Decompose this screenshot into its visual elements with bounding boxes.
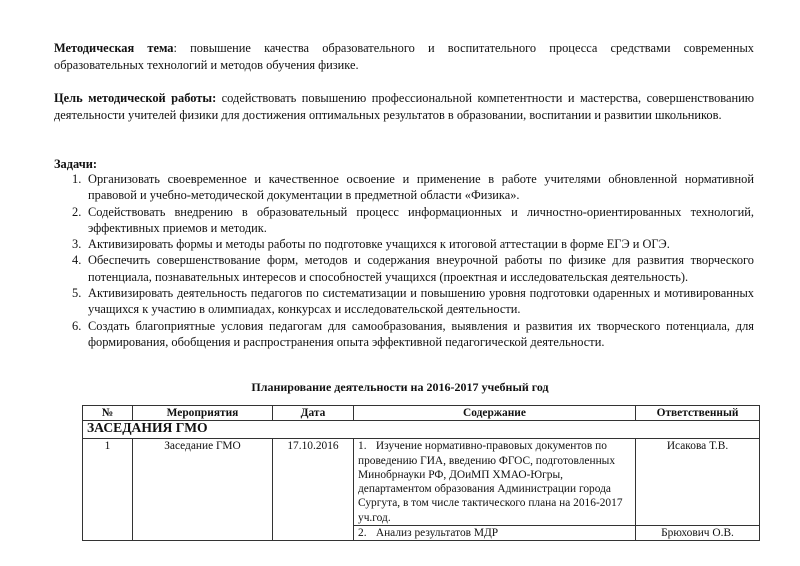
table-row: [83, 439, 760, 526]
task-text: Создать благоприятные условия педагогам для самообразования, выявления и развития их творческого потенциала, для формирования, обобщения и распространения опыта эффективной педагогической деятельности.: [88, 318, 754, 349]
task-number: 5.: [72, 286, 82, 301]
responsible-person: Исакова Т.В.: [636, 439, 760, 526]
methodical-theme-label: Методическая тема: [54, 41, 174, 55]
row-no: 1: [83, 439, 133, 541]
task-number: 3.: [72, 237, 82, 252]
task-item: [54, 318, 754, 351]
tasks-heading: Задачи:: [54, 157, 97, 171]
methodical-theme: [54, 40, 754, 73]
row-date: 17.10.2016: [273, 439, 354, 541]
methodical-theme-text: : повышение качества образовательного и воспитательного процесса средствами современных образовательных технологий и методов обучения физике.: [54, 41, 754, 72]
header-date: Дата: [273, 406, 354, 421]
task-item: [54, 285, 754, 318]
header-content: Содержание: [354, 406, 636, 421]
task-item: [54, 252, 754, 285]
task-text: Содействовать внедрению в образовательный процесс информационных и личностно-ориентированных технологий, эффективных приемов и методик.: [88, 204, 754, 235]
task-number: 2.: [72, 204, 82, 219]
content-item: [354, 439, 636, 526]
task-text: Обеспечить совершенствование форм, методов и содержания внеурочной работы по физике для развития творческого потенциала, познавательных интересов и способностей учащихся (проектная и исследовательская деятельность).: [88, 253, 754, 284]
header-event: Мероприятия: [133, 406, 273, 421]
content-item-number: 1.: [358, 440, 367, 453]
responsible-person: Брюхович О.В.: [636, 526, 760, 541]
task-text: Активизировать деятельность педагогов по систематизации и повышению уровня подготовки одаренных и мотивированных учащихся к участию в олимпиадах, конкурсах и исследовательской деятельности.: [88, 286, 754, 317]
task-number: 6.: [72, 318, 82, 333]
table-header-row: [83, 406, 760, 421]
task-text: Организовать своевременное и качественное освоение и применение в работе учителями обновленной нормативной правовой и учебно-методической документации в предметной области «Физика».: [88, 172, 754, 203]
tasks-list: [54, 171, 754, 350]
plan-title: Планирование деятельности на 2016-2017 учебный год: [251, 380, 549, 394]
task-item: [54, 171, 754, 204]
section-title: ЗАСЕДАНИЯ ГМО: [83, 421, 760, 439]
plan-table: [82, 405, 760, 541]
task-text: Активизировать формы и методы работы по подготовке учащихся к итоговой аттестации в форме ЕГЭ и ОГЭ.: [88, 237, 670, 252]
task-item: [54, 236, 754, 252]
content-item-number: 2.: [358, 527, 367, 540]
header-no: №: [83, 406, 133, 421]
content-item: [354, 526, 636, 541]
task-number: 4.: [72, 253, 82, 268]
section-row: [83, 421, 760, 439]
methodical-goal-text: содействовать повышению профессиональной компетентности и мастерства, совершенствованию деятельности учителей физики для достижения оптимальных результатов в образовании, воспитании и развитии школьников.: [54, 91, 754, 122]
content-item-text: Изучение нормативно-правовых документов по проведению ГИА, введению ФГОС, подготовленных Минобрнауки РФ, ДОиМП ХМАО-Югры, департаментом образования Администрации города Сургута, в том числе тактического плана на 2016-2017 уч.год.: [358, 440, 623, 524]
methodical-goal-label: Цель методической работы:: [54, 91, 217, 105]
content-item-text: Анализ результатов МДР: [375, 527, 499, 540]
row-event: Заседание ГМО: [133, 439, 273, 541]
task-item: [54, 204, 754, 237]
task-number: 1.: [72, 172, 82, 186]
methodical-goal: [54, 90, 754, 123]
header-responsible: Ответственный: [636, 406, 760, 421]
